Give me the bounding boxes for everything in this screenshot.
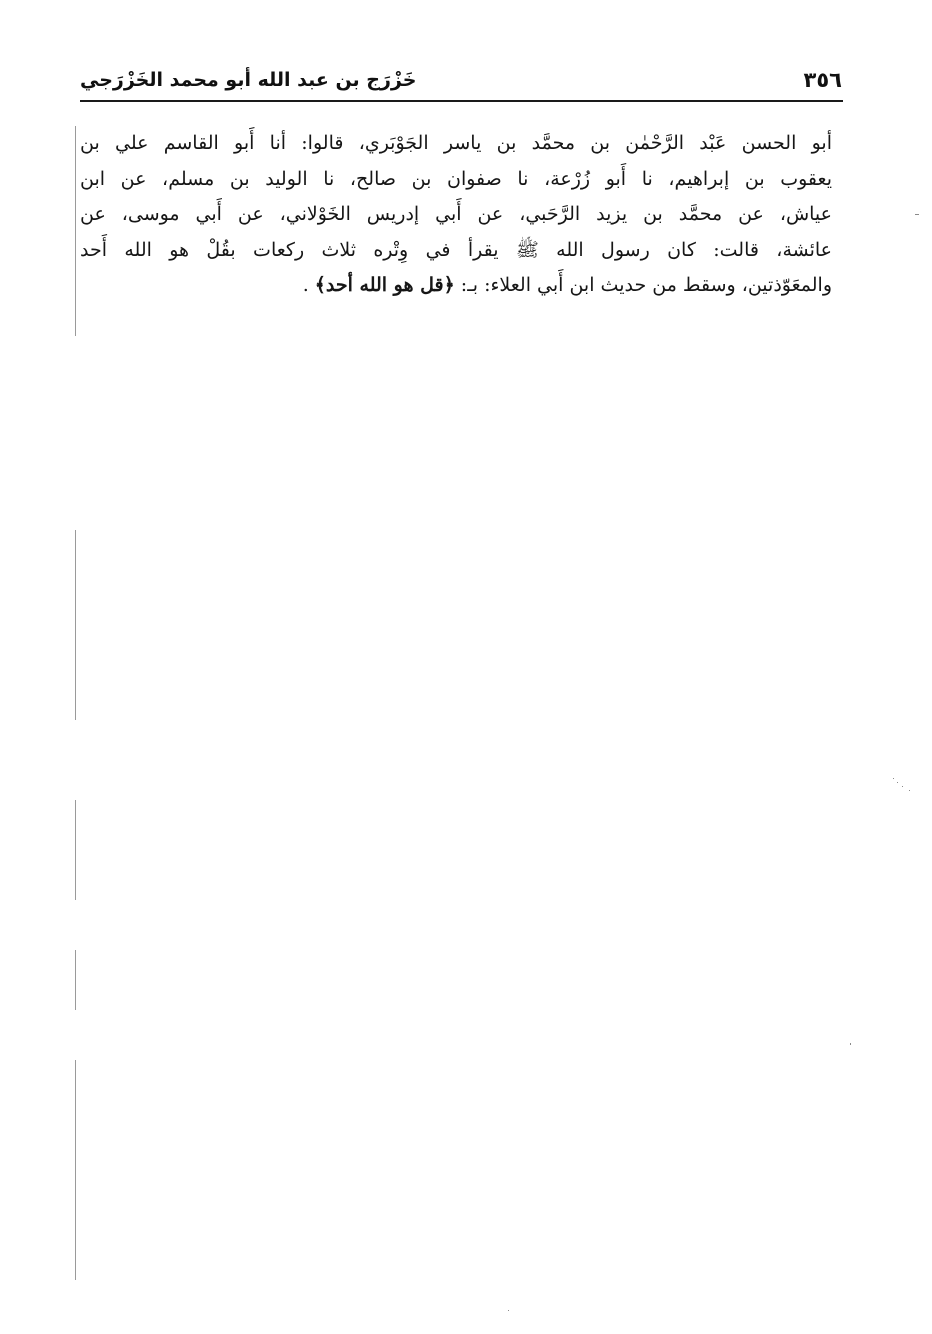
scan-speck: [909, 790, 910, 791]
running-title: خَزْرَج بن عبد الله أبو محمد الخَزْرَجي: [80, 69, 417, 91]
scan-margin-line: [75, 530, 76, 720]
last-line-text: والمعَوّذتين، وسقط من حديث ابن أَبي العلاء: بـ:: [454, 274, 832, 296]
body-paragraph: [80, 126, 832, 304]
scan-margin-line: [75, 800, 76, 900]
header-rule: [80, 100, 843, 102]
scan-speck: [897, 782, 898, 783]
scan-margin-line: [75, 950, 76, 1010]
scan-speck: [915, 214, 919, 215]
scan-speck: [902, 786, 903, 787]
text-line-5: [80, 268, 832, 304]
scan-speck: [893, 778, 894, 779]
text-line-3: عياش، عن محمَّد بن يزيد الرَّحَبي، عن أَبي إدريس الخَوْلاني، عن أَبي موسى، عن: [80, 203, 832, 225]
quran-quote: ﴿قل هو الله أحد﴾: [314, 274, 455, 296]
text-line-1: أبو الحسن عَبْد الرَّحْمٰن بن محمَّد بن ياسر الجَوْبَري، قالوا: أنا أَبو القاسم علي بن: [80, 132, 832, 154]
scan-margin-line: [75, 126, 76, 336]
scan-margin-line: [75, 1060, 76, 1280]
page-header: [80, 64, 842, 100]
text-line-4: عائشة، قالت: كان رسول الله ﷺ يقرأ في وِتْره ثلاث ركعات بقُلْ هو الله أَحد: [80, 238, 832, 261]
page-number: ٣٥٦: [803, 68, 842, 92]
scan-speck: [508, 1310, 509, 1311]
last-line-end: .: [302, 274, 315, 296]
scan-speck: [850, 1043, 851, 1045]
text-line-2: يعقوب بن إبراهيم، نا أَبو زُرْعة، نا صفوان بن صالح، نا الوليد بن مسلم، عن ابن: [80, 167, 832, 190]
